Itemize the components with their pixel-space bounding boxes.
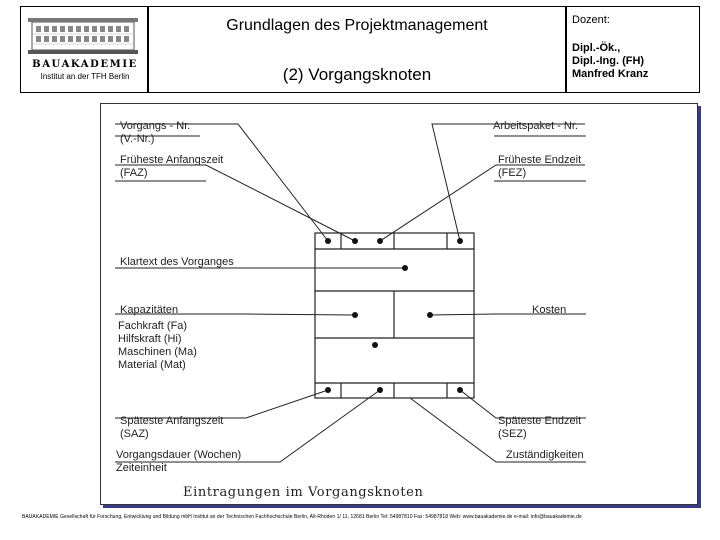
- label-sez-abbr: (SEZ): [498, 428, 527, 440]
- page-subtitle: (2) Vorgangsknoten: [282, 65, 432, 84]
- dozent-name-line1: Dipl.-Ök.,: [572, 42, 621, 54]
- diagram-caption: Eintragungen im Vorgangsknoten: [183, 485, 424, 500]
- label-maschinen: Maschinen (Ma): [118, 346, 197, 358]
- label-klartext: Klartext des Vorganges: [120, 256, 234, 268]
- dozent-label: Dozent:: [572, 14, 610, 26]
- label-fez-abbr: (FEZ): [498, 167, 527, 179]
- dozent-name-line2: Dipl.-Ing. (FH): [572, 55, 645, 67]
- label-arbeitspaket: Arbeitspaket - Nr.: [493, 120, 578, 132]
- logo-wordmark: BAUAKADEMIE: [32, 59, 138, 70]
- label-kapazitaeten: Kapazitäten: [120, 304, 179, 316]
- label-hilfskraft: Hilfskraft (Hi): [118, 333, 182, 345]
- label-vorgangs-nr: Vorgangs - Nr.: [120, 120, 191, 132]
- label-material: Material (Mat): [118, 359, 186, 371]
- footer-contact-line: BAUAKADEMIE Gesellschaft für Forschung, Entwicklung und Bildung mbH Institut an der Technischen Fachhochschule Berlin, Alt-Rhoden 1/ 11, 12681 Berlin Tel: 54987810 Fax: 54987818 Web: www.bauakademie.de e-mail: info@bauakademie.de: [22, 514, 582, 520]
- label-saz: Späteste Anfangszeit: [120, 415, 224, 427]
- page-title: Grundlagen des Projektmanagement: [226, 17, 488, 34]
- label-dauer: Vorgangsdauer (Wochen): [116, 449, 242, 461]
- label-faz: Früheste Anfangszeit: [120, 154, 224, 166]
- label-fachkraft: Fachkraft (Fa): [118, 320, 188, 332]
- label-saz-abbr: (SAZ): [120, 428, 149, 440]
- label-zustaendigkeiten: Zuständigkeiten: [506, 449, 584, 461]
- label-vorgangs-nr-abbr: (V.-Nr.): [120, 133, 155, 145]
- label-kosten: Kosten: [532, 304, 567, 316]
- label-sez: Späteste Endzeit: [498, 415, 582, 427]
- dozent-name-line3: Manfred Kranz: [572, 68, 649, 80]
- label-fez: Früheste Endzeit: [498, 154, 582, 166]
- label-zeiteinheit: Zeiteinheit: [116, 462, 167, 474]
- logo-subtitle: Institut an der TFH Berlin: [40, 72, 130, 81]
- label-faz-abbr: (FAZ): [120, 167, 148, 179]
